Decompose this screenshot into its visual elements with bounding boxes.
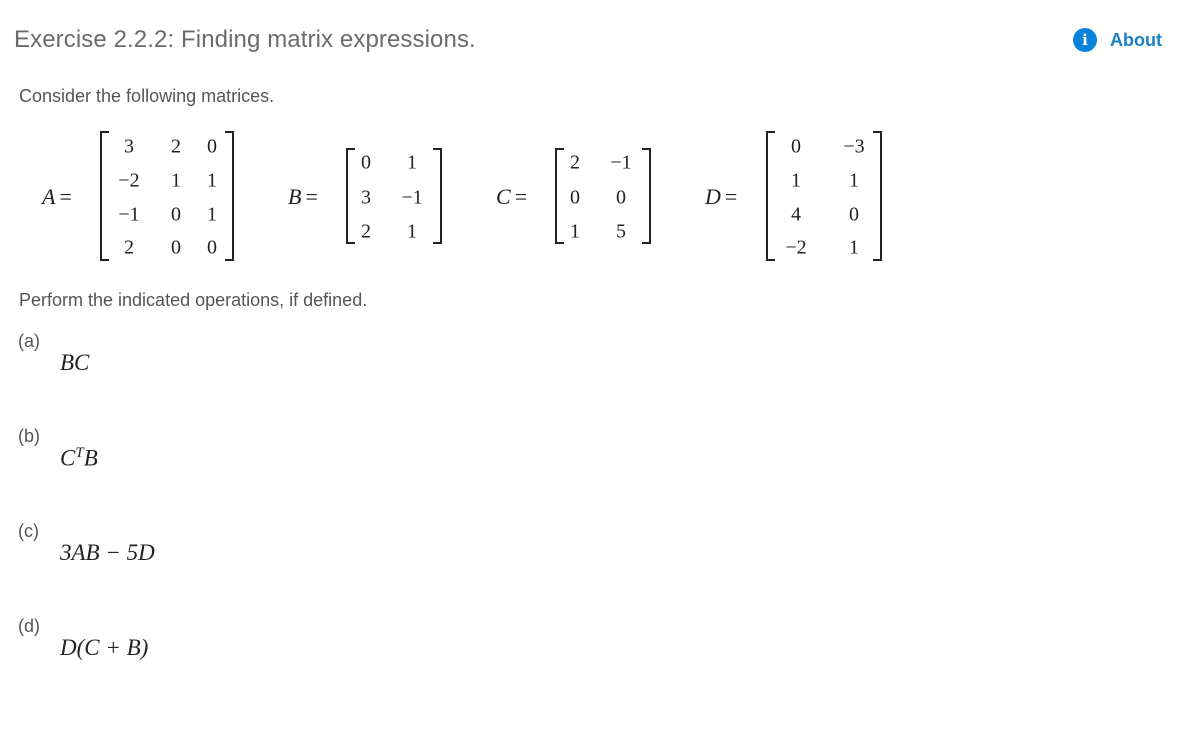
- matrix-d-cell: 1: [849, 236, 859, 259]
- matrix-c-cell: 5: [616, 220, 626, 243]
- matrix-d-cell: 4: [791, 203, 801, 226]
- matrix-b-cell: 1: [407, 151, 417, 174]
- part-b-expression: $C^TB$: [60, 445, 98, 471]
- instruction-text: Perform the indicated operations, if defined.: [19, 290, 368, 310]
- matrix-c-cell: 2: [570, 151, 580, 174]
- about-label: About: [1110, 29, 1162, 50]
- part-d-expression: D(C + B): [60, 635, 149, 660]
- matrix-a-cell: 2: [124, 236, 134, 259]
- part-d-label: (d): [18, 616, 40, 636]
- part-c-expression: 3AB − 5D: [60, 540, 155, 565]
- matrix-c-cell: −1: [610, 151, 632, 174]
- matrix-a-cell: 1: [207, 203, 217, 226]
- matrix-b: [346, 148, 442, 244]
- matrix-d-cell: 1: [791, 169, 801, 192]
- matrix-d-label: D =: [705, 184, 738, 209]
- matrix-d-cell: −2: [785, 236, 807, 259]
- matrix-b-cell: −1: [401, 186, 423, 209]
- matrix-b-cell: 0: [361, 151, 371, 174]
- matrix-d-cell: 0: [791, 135, 801, 158]
- matrix-a-cell: 0: [171, 203, 181, 226]
- matrix-c-cell: 1: [570, 220, 580, 243]
- matrix-a-cell: 1: [207, 169, 217, 192]
- matrix-c: [555, 148, 651, 244]
- matrix-d: [766, 131, 882, 261]
- matrix-a-cell: 2: [171, 135, 181, 158]
- info-icon: i: [1073, 28, 1097, 52]
- matrix-a-cell: 0: [207, 236, 217, 259]
- part-a-label: (a): [18, 331, 40, 351]
- matrix-a-cell: −1: [118, 203, 140, 226]
- matrix-b-cell: 1: [407, 220, 417, 243]
- intro-text: Consider the following matrices.: [19, 86, 275, 106]
- part-b-label: (b): [18, 426, 40, 446]
- matrix-a-cell: 0: [207, 135, 217, 158]
- about-button[interactable]: [1073, 28, 1162, 52]
- matrix-a-cell: 0: [171, 236, 181, 259]
- matrix-a-cell: 3: [124, 135, 134, 158]
- matrix-a-cell: 1: [171, 169, 181, 192]
- matrix-a-label: A =: [42, 184, 72, 209]
- matrix-d-cell: −3: [843, 135, 865, 158]
- matrix-b-cell: 3: [361, 186, 371, 209]
- matrix-c-cell: 0: [616, 186, 626, 209]
- matrix-a: [100, 131, 234, 261]
- matrix-b-label: B =: [288, 184, 318, 209]
- matrix-c-label: C =: [496, 184, 528, 209]
- matrix-b-cell: 2: [361, 220, 371, 243]
- matrix-d-cell: 1: [849, 169, 859, 192]
- part-a-expression: BC: [60, 350, 90, 375]
- page-title: Exercise 2.2.2: Finding matrix expressions.: [14, 26, 476, 53]
- part-c-label: (c): [18, 521, 39, 541]
- matrix-c-cell: 0: [570, 186, 580, 209]
- matrix-d-cell: 0: [849, 203, 859, 226]
- matrix-a-cell: −2: [118, 169, 140, 192]
